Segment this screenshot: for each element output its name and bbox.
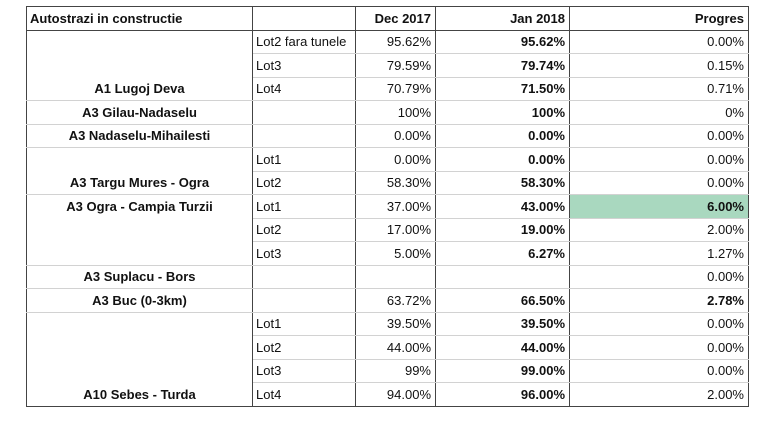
table-row (27, 148, 749, 172)
dec-2017-cell: 79.59% (356, 54, 436, 78)
table-row (27, 77, 749, 101)
highway-name-cell (27, 218, 253, 242)
highway-name-cell (27, 30, 253, 54)
dec-2017-cell (356, 265, 436, 289)
dec-2017-cell: 5.00% (356, 242, 436, 266)
jan-2018-cell (436, 265, 570, 289)
lot-cell: Lot2 fara tunele (253, 30, 356, 54)
dec-2017-cell: 0.00% (356, 148, 436, 172)
progres-cell: 0.00% (570, 359, 749, 383)
table-row (27, 383, 749, 407)
dec-2017-cell: 99% (356, 359, 436, 383)
dec-2017-cell: 39.50% (356, 312, 436, 336)
progres-cell: 0.00% (570, 148, 749, 172)
header-jan-2018: Jan 2018 (436, 7, 570, 31)
jan-2018-cell: 99.00% (436, 359, 570, 383)
highway-name-cell (27, 54, 253, 78)
jan-2018-cell: 71.50% (436, 77, 570, 101)
jan-2018-cell: 100% (436, 101, 570, 125)
highway-name-cell: A3 Buc (0-3km) (27, 289, 253, 313)
table-row (27, 171, 749, 195)
progres-cell: 0.00% (570, 171, 749, 195)
jan-2018-cell: 95.62% (436, 30, 570, 54)
table-row (27, 218, 749, 242)
jan-2018-cell: 6.27% (436, 242, 570, 266)
progres-cell: 0.71% (570, 77, 749, 101)
jan-2018-cell: 44.00% (436, 336, 570, 360)
jan-2018-cell: 43.00% (436, 195, 570, 219)
table-row (27, 312, 749, 336)
lot-cell (253, 265, 356, 289)
highway-name-cell (27, 312, 253, 336)
dec-2017-cell: 0.00% (356, 124, 436, 148)
table-row (27, 195, 749, 219)
progres-cell: 2.00% (570, 383, 749, 407)
lot-cell: Lot1 (253, 195, 356, 219)
table-row (27, 336, 749, 360)
jan-2018-cell: 39.50% (436, 312, 570, 336)
header-lot (253, 7, 356, 31)
header-progres: Progres (570, 7, 749, 31)
highway-name-cell: A3 Gilau-Nadaselu (27, 101, 253, 125)
lot-cell: Lot1 (253, 148, 356, 172)
progres-cell: 0.00% (570, 336, 749, 360)
progres-cell: 2.00% (570, 218, 749, 242)
lot-cell: Lot4 (253, 383, 356, 407)
header-row (27, 7, 749, 31)
highway-progress-table (26, 6, 749, 407)
progres-cell: 0% (570, 101, 749, 125)
table-row (27, 289, 749, 313)
highway-name-cell: A10 Sebes - Turda (27, 383, 253, 407)
dec-2017-cell: 17.00% (356, 218, 436, 242)
dec-2017-cell: 58.30% (356, 171, 436, 195)
progres-cell: 0.00% (570, 30, 749, 54)
highway-name-cell: A3 Targu Mures - Ogra (27, 171, 253, 195)
dec-2017-cell: 94.00% (356, 383, 436, 407)
lot-cell: Lot4 (253, 77, 356, 101)
table-row (27, 359, 749, 383)
highway-progress-sheet (26, 6, 749, 407)
table-row (27, 242, 749, 266)
progres-cell: 0.00% (570, 265, 749, 289)
highway-name-cell: A3 Nadaselu-Mihailesti (27, 124, 253, 148)
progres-cell: 1.27% (570, 242, 749, 266)
highway-name-cell: A1 Lugoj Deva (27, 77, 253, 101)
lot-cell (253, 101, 356, 125)
progres-cell-highlighted: 6.00% (570, 195, 749, 219)
header-dec-2017: Dec 2017 (356, 7, 436, 31)
highway-name-cell: A3 Suplacu - Bors (27, 265, 253, 289)
jan-2018-cell: 66.50% (436, 289, 570, 313)
dec-2017-cell: 95.62% (356, 30, 436, 54)
lot-cell: Lot2 (253, 336, 356, 360)
table-row (27, 101, 749, 125)
progres-cell: 0.00% (570, 124, 749, 148)
jan-2018-cell: 58.30% (436, 171, 570, 195)
jan-2018-cell: 96.00% (436, 383, 570, 407)
highway-name-cell (27, 148, 253, 172)
table-row (27, 124, 749, 148)
table-row (27, 265, 749, 289)
progres-cell: 2.78% (570, 289, 749, 313)
jan-2018-cell: 0.00% (436, 124, 570, 148)
lot-cell: Lot1 (253, 312, 356, 336)
dec-2017-cell: 70.79% (356, 77, 436, 101)
lot-cell: Lot3 (253, 242, 356, 266)
lot-cell (253, 124, 356, 148)
highway-name-cell (27, 336, 253, 360)
lot-cell (253, 289, 356, 313)
header-name: Autostrazi in constructie (27, 7, 253, 31)
dec-2017-cell: 63.72% (356, 289, 436, 313)
dec-2017-cell: 37.00% (356, 195, 436, 219)
highway-name-cell: A3 Ogra - Campia Turzii (27, 195, 253, 219)
progres-cell: 0.00% (570, 312, 749, 336)
progres-cell: 0.15% (570, 54, 749, 78)
lot-cell: Lot3 (253, 54, 356, 78)
lot-cell: Lot2 (253, 171, 356, 195)
dec-2017-cell: 44.00% (356, 336, 436, 360)
jan-2018-cell: 0.00% (436, 148, 570, 172)
lot-cell: Lot3 (253, 359, 356, 383)
table-row (27, 30, 749, 54)
table-row (27, 54, 749, 78)
dec-2017-cell: 100% (356, 101, 436, 125)
jan-2018-cell: 79.74% (436, 54, 570, 78)
highway-name-cell (27, 359, 253, 383)
jan-2018-cell: 19.00% (436, 218, 570, 242)
highway-name-cell (27, 242, 253, 266)
lot-cell: Lot2 (253, 218, 356, 242)
